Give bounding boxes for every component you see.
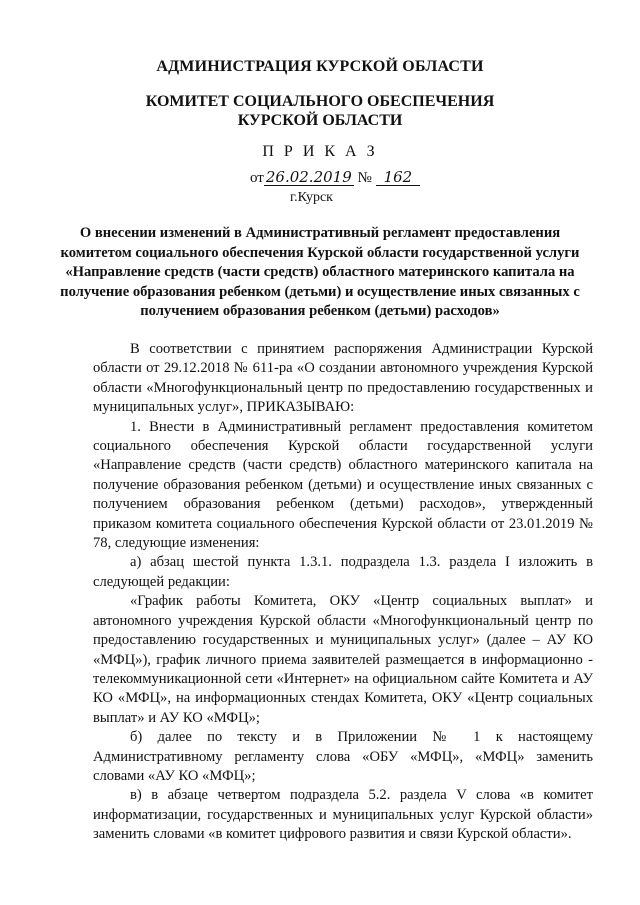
date-prefix: от (250, 170, 264, 186)
paragraph-quoted-text: «График работы Комитета, ОКУ «Центр социальных выплат» и автономного учреждения Курской области «Многофункциональный центр по предоставлению государственных и муниципальных услуг» (далее – АУ КО «МФЦ»), график личного приема заявителей размещается в информационно - телекоммуникационной сети «Интернет» на официальном сайте Комитета и АУ КО «МФЦ», на информационных стендах Комитета, ОКУ «Центр социальных выплат» и АУ КО «МФЦ»; (93, 593, 593, 726)
paragraph-item-1: 1. Внести в Административный регламент предоставления комитетом социального обеспечения Курской области государственной услуги «Направление средств (части средств) областного материнского капитала на получение образования ребенком (детьми) и осуществление иных связанных с получением образования ребенком (детьми) расходов», утвержденный приказом комитета социального обеспечения Курской области от 23.01.2019 № 78, следующие изменения: (93, 418, 593, 552)
number-sign: № (357, 170, 372, 186)
document-subject: О внесении изменений в Административный регламент предоставления комитетом социального обеспечения Курской области государственной услуги «Направление средств (части средств) областного материнского капитала на получение образования ребенком (детьми) и осуществление иных связанных с получением образования ребенком (детьми) расходов» (60, 225, 580, 319)
committee-title (60, 92, 580, 130)
document-type: П Р И К А З (262, 143, 378, 160)
paragraph-item-b: б) далее по тексту и в Приложении № 1 к настоящему Административному регламенту слова «ОБУ «МФЦ», «МФЦ» заменить словами «АУ КО «МФЦ»; (93, 729, 593, 784)
city-label: г.Курск (290, 190, 333, 205)
document-body (93, 340, 593, 845)
handwritten-number: 162 (376, 170, 421, 186)
date-number-line (250, 170, 450, 187)
handwritten-date: 26.02.2019 (265, 168, 352, 186)
organization-title: АДМИНИСТРАЦИЯ КУРСКОЙ ОБЛАСТИ (156, 58, 484, 75)
committee-title-line1: КОМИТЕТ СОЦИАЛЬНОГО ОБЕСПЕЧЕНИЯ (145, 93, 495, 110)
paragraph-preamble: В соответствии с принятием распоряжения Администрации Курской области от 29.12.2018 № 611-ра «О создании автономного учреждения Курской области «Многофункциональный центр по предоставлению государственных и муниципальных услуг», ПРИКАЗЫВАЮ: (93, 341, 593, 416)
paragraph-item-v: в) в абзаце четвертом подраздела 5.2. раздела V слова «в комитет информатизации, государственных и муниципальных услуг Курской области» заменить словами «в комитет цифрового развития и связи Курской области». (93, 787, 593, 843)
paragraph-item-a: а) абзац шестой пункта 1.3.1. подраздела 1.3. раздела I изложить в следующей редакции: (93, 554, 593, 590)
committee-title-line2: КУРСКОЙ ОБЛАСТИ (237, 112, 403, 129)
